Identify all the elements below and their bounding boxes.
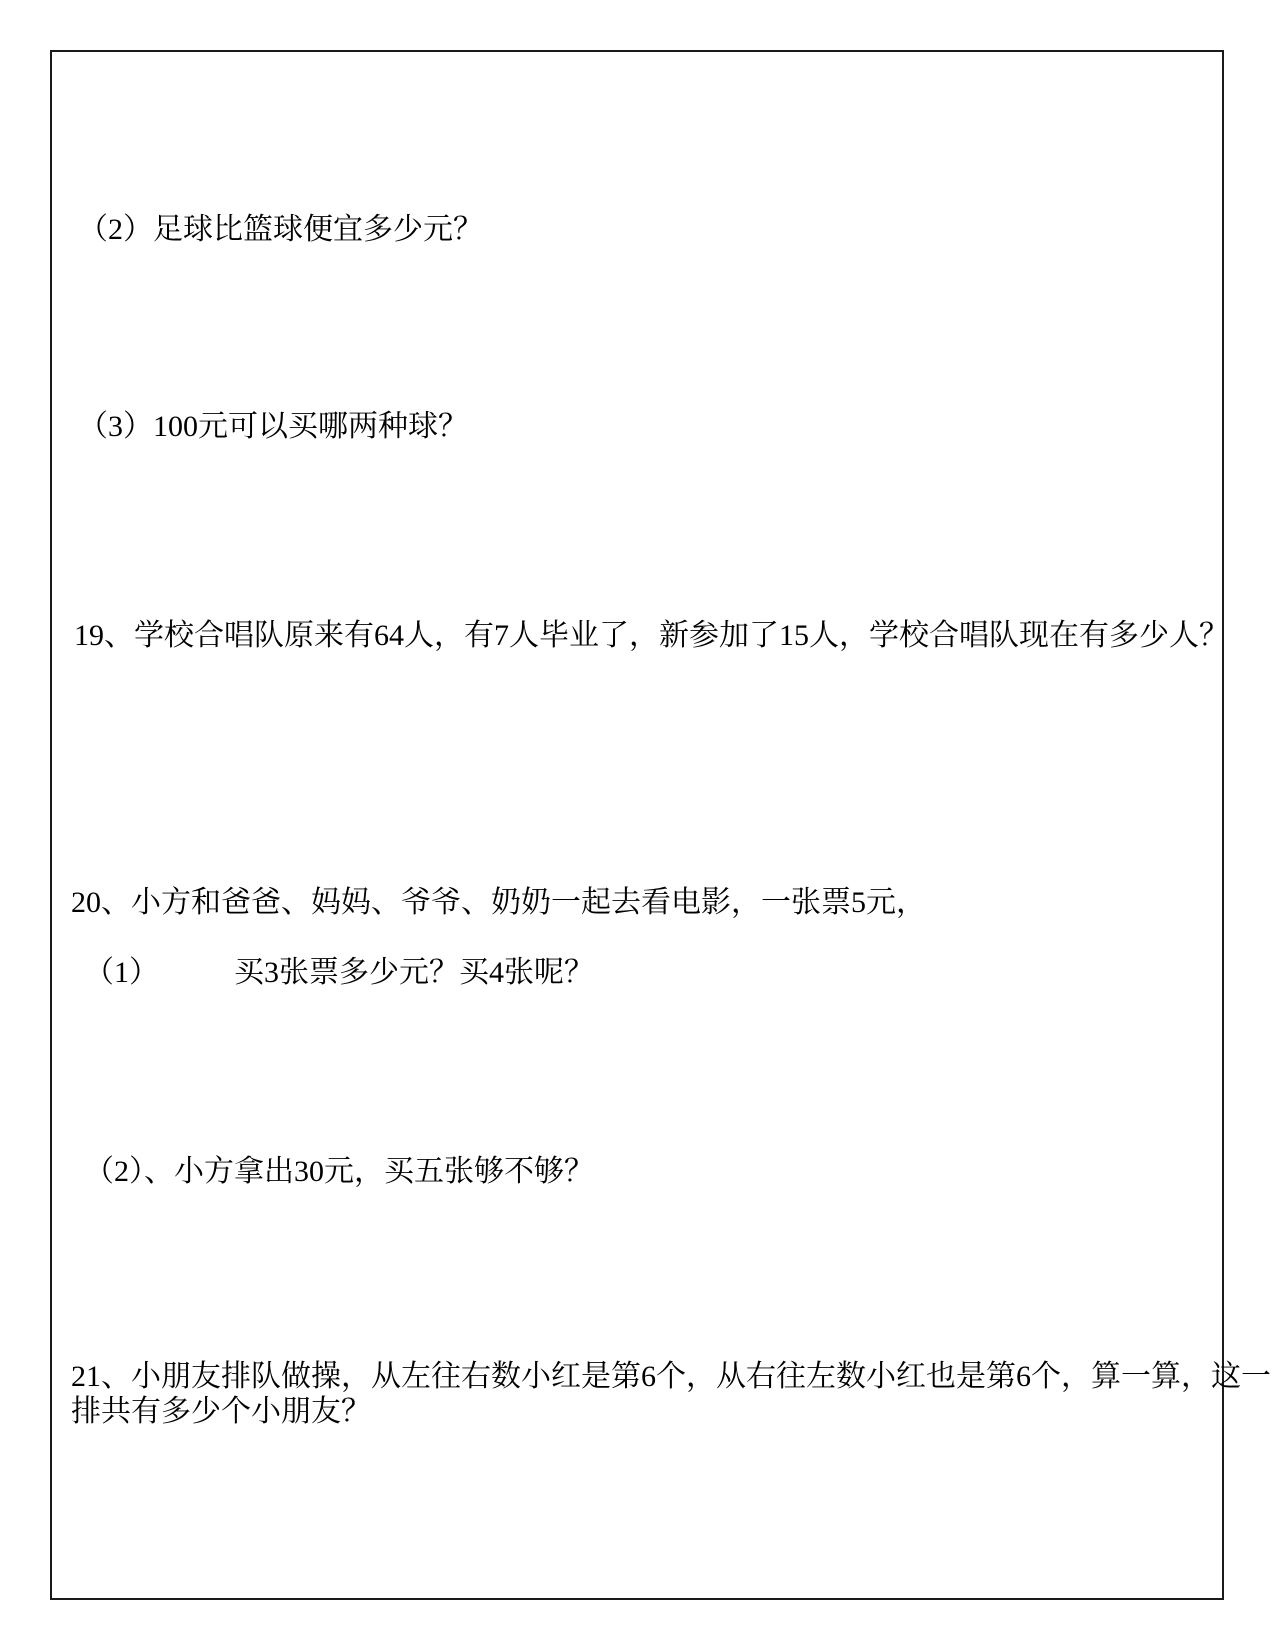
question-20-part1: [84, 955, 594, 991]
question-20-part1-label: （1）: [84, 956, 159, 989]
question-21-line1: 21、小朋友排队做操，从左往右数小红是第6个，从右往左数小红也是第6个，算一算，这一: [71, 1360, 1271, 1393]
question-20-part2: （2）、小方拿出30元，买五张够不够？: [84, 1155, 594, 1188]
question-20-part1-text: 买3张票多少元？买4张呢？: [234, 956, 594, 989]
question-20-intro: 20、小方和爸爸、妈妈、爷爷、奶奶一起去看电影，一张票5元，: [71, 886, 926, 919]
question-18-part3: （3）100元可以买哪两种球？: [78, 410, 468, 443]
question-21-line2: 排共有多少个小朋友？: [71, 1395, 371, 1428]
question-18-part2: （2）足球比篮球便宜多少元？: [78, 213, 483, 246]
question-19: 19、学校合唱队原来有64人，有7人毕业了，新参加了15人，学校合唱队现在有多少人？: [74, 619, 1229, 652]
